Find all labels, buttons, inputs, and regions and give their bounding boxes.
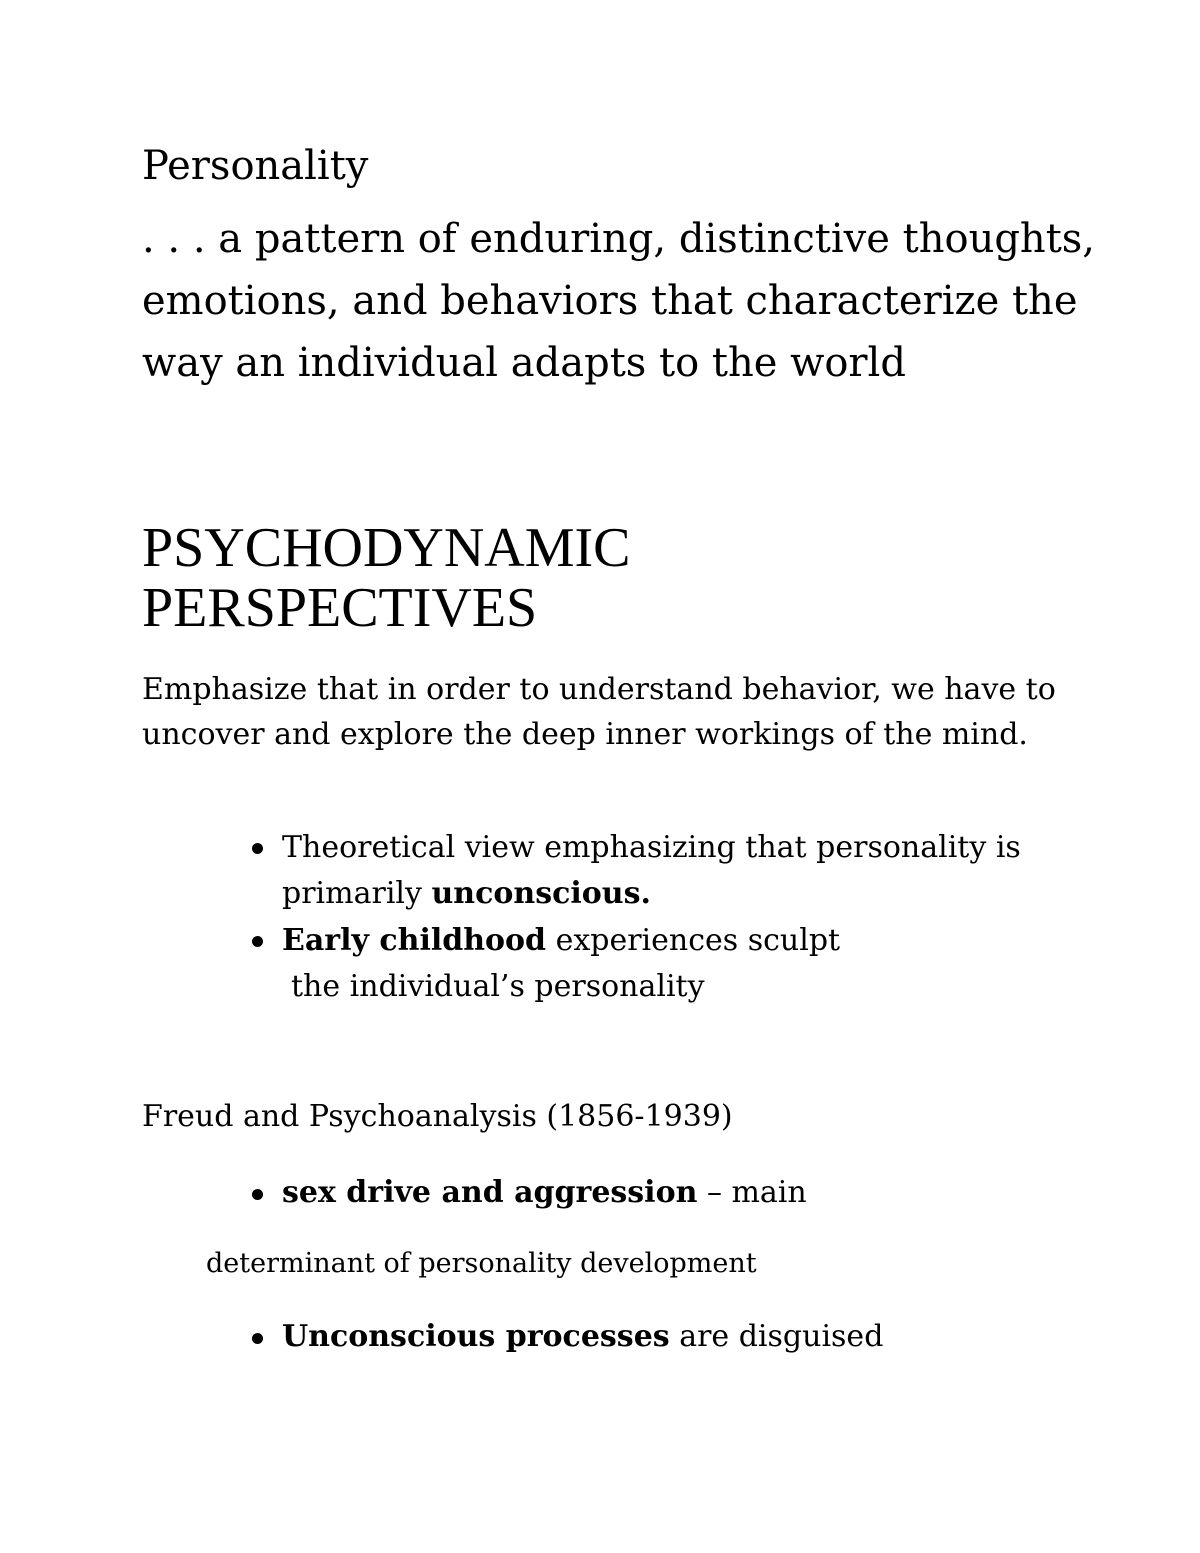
- freud-heading: Freud and Psychoanalysis (1856-1939): [142, 1099, 733, 1134]
- heading-line-1: PSYCHODYNAMIC: [142, 517, 631, 579]
- bullet-item-early-childhood: [282, 918, 840, 964]
- section-heading: [142, 518, 942, 638]
- bullet-item-theoretical-line1: Theoretical view emphasizing that personality is: [282, 830, 1021, 865]
- definition-text: . . . a pattern of enduring, distinctive thoughts, emotions, and behaviors that characterize the way an individual adapts to the world: [142, 216, 1096, 386]
- bullet-text-bold: Early childhood: [282, 923, 547, 958]
- bullet-item-sex-drive: [282, 1170, 807, 1216]
- bullet-text-bold: sex drive and aggression: [282, 1175, 698, 1210]
- bullet-icon: [252, 843, 263, 854]
- bullet-icon: [252, 936, 263, 947]
- bullet-item-theoretical-line2: [282, 871, 651, 917]
- bullet-icon: [252, 1189, 263, 1200]
- heading-line-2: PERSPECTIVES: [142, 577, 538, 639]
- bullet-text-plain: are disguised: [669, 1319, 884, 1354]
- bullet-text-plain: primarily: [282, 876, 432, 911]
- document-title: Personality: [142, 143, 369, 189]
- bullet-text-bold: Unconscious processes: [282, 1319, 670, 1354]
- continuation-text: determinant of personality development: [206, 1248, 757, 1279]
- bullet-text-plain: experiences sculpt: [546, 923, 841, 958]
- bullet-item-unconscious-processes: [282, 1314, 883, 1360]
- intro-paragraph: Emphasize that in order to understand behavior, we have to uncover and explore the deep inner workings of the mind.: [142, 672, 1056, 752]
- bullet-text-bold: unconscious.: [431, 876, 651, 911]
- bullet-text-plain: – main: [697, 1175, 807, 1210]
- bullet-icon: [252, 1333, 263, 1344]
- bullet-item-early-childhood-line2: the individual’s personality: [291, 969, 705, 1004]
